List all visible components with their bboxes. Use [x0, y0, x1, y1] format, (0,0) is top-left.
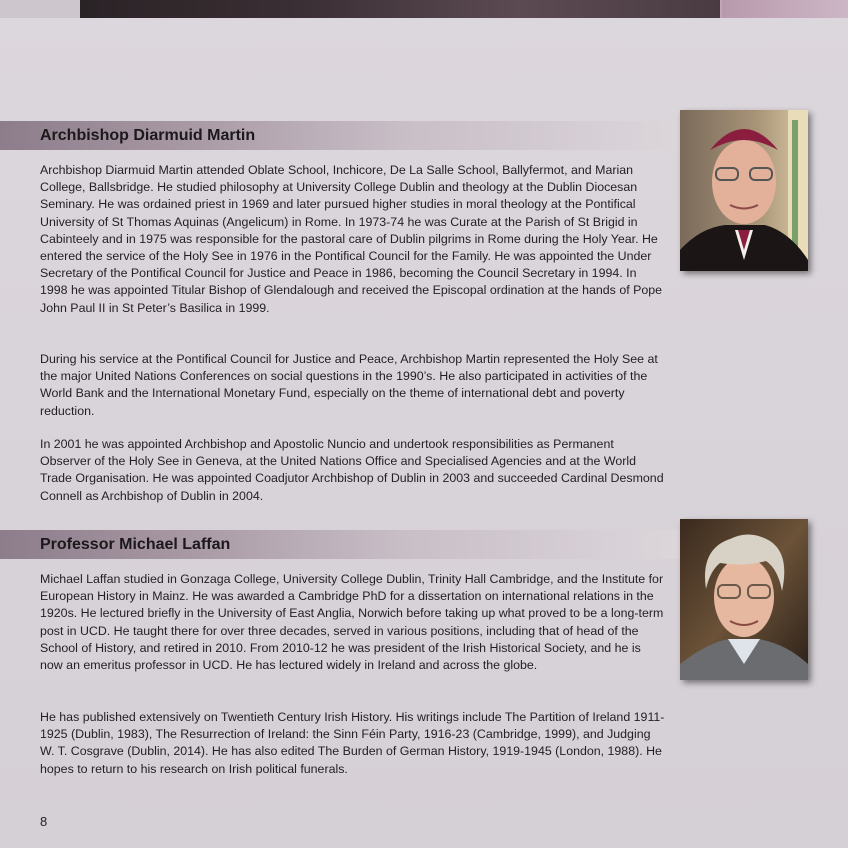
biography-paragraph: In 2001 he was appointed Archbishop and Apostolic Nuncio and undertook responsibilities as Permanent Observer of the Holy See in Geneva, at the United Nations Office and Specialised Agencies and at the World Trade Organisation. He was appointed Coadjutor Archbishop of Dublin in 2003 and succeeded Cardinal Desmond Connell as Archbishop of Dublin in 2004.	[40, 437, 664, 503]
page-number: 8	[40, 814, 48, 829]
portrait-photo	[680, 519, 808, 680]
biography-paragraph: Archbishop Diarmuid Martin attended Oblate School, Inchicore, De La Salle School, Ballyfermot, and Marian College, Ballsbridge. He studied philosophy at University College Dublin and theology at the Dublin Diocesan Seminary. He was ordained priest in 1969 and later pursued higher studies in moral theology at the Pontifical University of St Thomas Aquinas (Angelicum) in Rome. In 1973-74 he was Curate at the Parish of St Brigid in Cabinteely and in 1975 was responsible for the pastoral care of Dublin pilgrims in Rome during the Holy Year. He entered the service of the Holy See in 1976 in the Pontifical Council for the Family. He was appointed the Under Secretary of the Pontifical Council for Justice and Peace in 1986, becoming the Council Secretary in 1994. In 1998 he was appointed Titular Bishop of Glendalough and received the Episcopal ordination at the hands of Pope John Paul II in St Peter’s Basilica in 1999.	[40, 163, 663, 315]
section-header-bar	[0, 121, 680, 150]
section-header-bar	[0, 530, 680, 559]
biography-paragraph: Michael Laffan studied in Gonzaga College, University College Dublin, Trinity Hall Cambridge, and the Institute for European History in Mainz. He was awarded a Cambridge PhD for a dissertation on international relations in the 1920s. He lectured briefly in the University of East Anglia, Norwich before taking up what proved to be a long-term post in UCD. He taught there for over three decades, served in various positions, including that of head of the School of History, and retired in 2010. From 2010-12 he was president of the Irish Historical Society, and he is now an emeritus professor in UCD. He has lectured widely in Ireland and across the globe.	[40, 572, 664, 673]
portrait-photo	[680, 110, 808, 271]
section-title: Professor Michael Laffan	[40, 536, 231, 553]
section-title: Archbishop Diarmuid Martin	[40, 127, 256, 144]
top-photo-strip	[0, 0, 848, 18]
biography-paragraph: He has published extensively on Twentieth Century Irish History. His writings include The Partition of Ireland 1911-1925 (Dublin, 1983), The Resurrection of Ireland: the Sinn Féin Party, 1916-23 (Cambridge, 1999), and Judging W. T. Cosgrave (Dublin, 2014). He has also edited The Burden of German History, 1919-1945 (London, 1988). He hopes to return to his research on Irish political funerals.	[40, 710, 665, 776]
biography-paragraph: During his service at the Pontifical Council for Justice and Peace, Archbishop Martin represented the Holy See at the major United Nations Conferences on social questions in the 1990’s. He also participated in activities of the World Bank and the International Monetary Fund, especially on the theme of international debt and poverty reduction.	[40, 352, 658, 418]
